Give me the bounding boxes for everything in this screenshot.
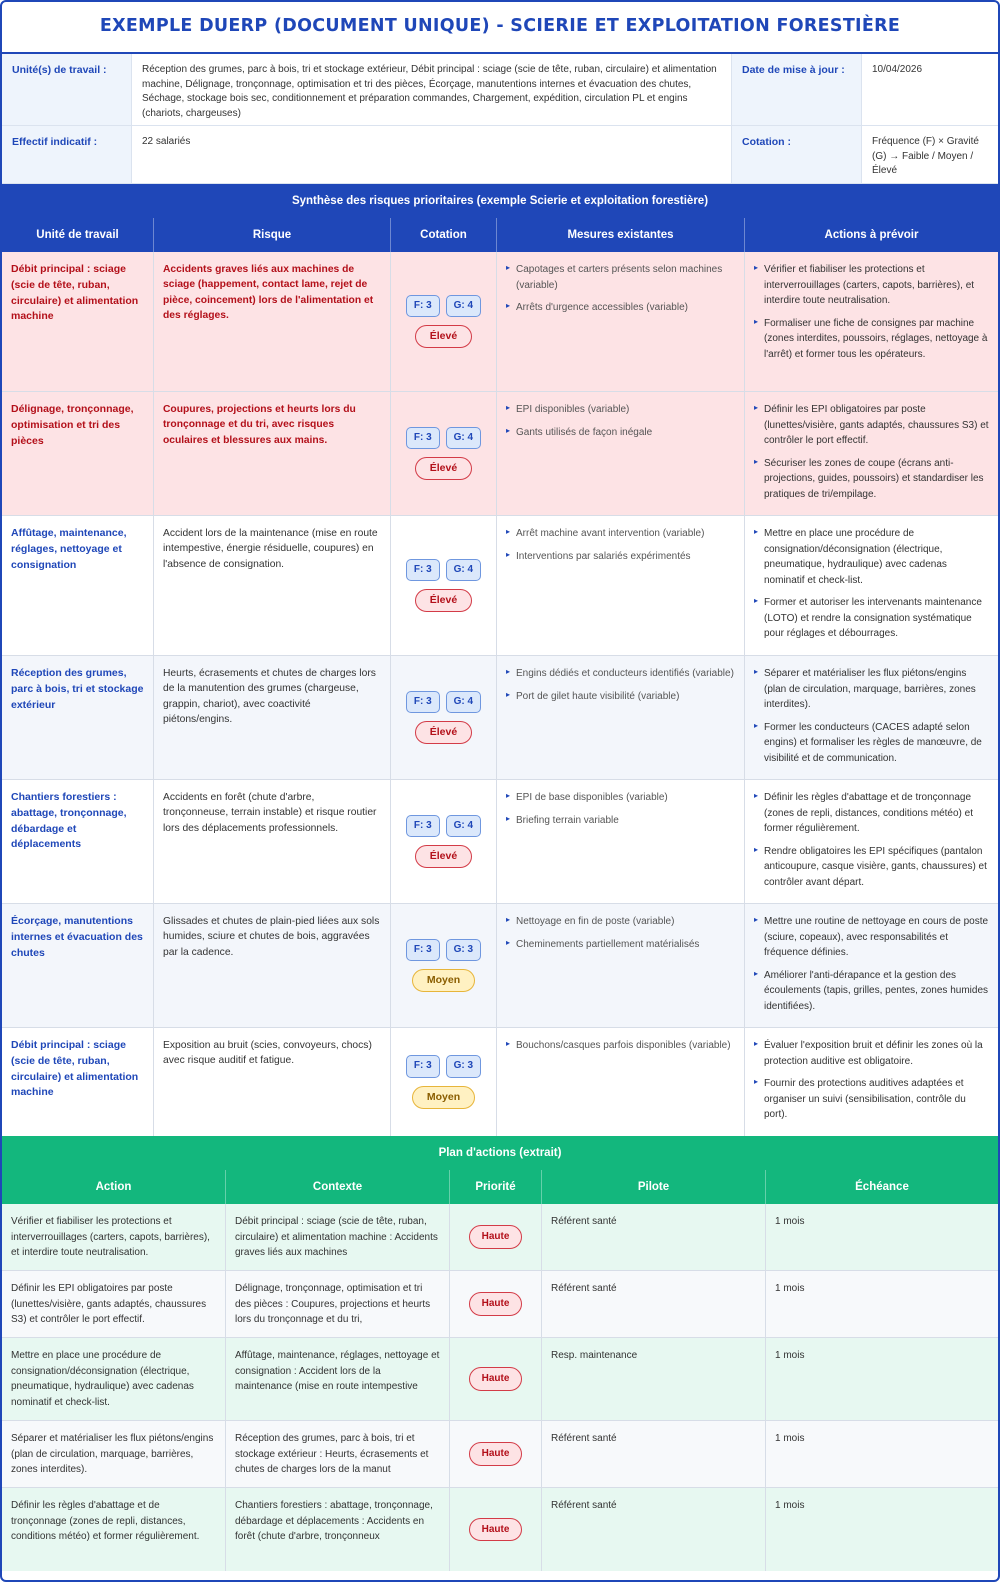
action-item: ▸ Mettre en place une procédure de consignation/déconsignation (électrique, pneumatique, hydraulique) avec cadenas nominatif et check-list. [754,526,989,588]
risk-description: Accidents graves liés aux machines de sciage (happement, contact lame, rejet de pièce, coincement) lors de l'alimentation et des réglages. [154,252,391,391]
priority-badge: Haute [469,1292,523,1316]
existing-measures [497,252,745,391]
plan-priority [450,1271,542,1337]
measure-item: ▸ Nettoyage en fin de poste (variable) [506,914,735,930]
risk-description: Accident lors de la maintenance (mise en route intempestive, énergie résiduelle, coupures) en l'absence de consignation. [154,516,391,655]
gravity-badge: G: 4 [446,427,481,450]
frequency-badge: F: 3 [406,815,440,838]
plan-action: Vérifier et fiabiliser les protections et interverrouillages (carters, capots, barrières), et interdire toute neutralisation. [2,1204,226,1270]
plan-due: 1 mois [775,1500,805,1511]
units-value: Réception des grumes, parc à bois, tri et stockage extérieur, Débit principal : sciage (scie de tête, ruban, circulaire) et alimentation machine, Délignage, tronçonnage, optimisation et tri des pièces, Écorçage, manutentions internes et évacuation des chutes, Séchage, stockage bois sec, conditionnement et préparation commandes, Chargement, expédition, circulation PL et engins (chariots, chargeuses) [132,54,732,126]
planned-actions [745,516,998,655]
document-title: EXEMPLE DUERP (DOCUMENT UNIQUE) - SCIERIE ET EXPLOITATION FORESTIÈRE [2,2,998,54]
frequency-badge: F: 3 [406,559,440,582]
gravity-badge: G: 4 [446,295,481,318]
existing-measures [497,1028,745,1136]
existing-measures [497,780,745,903]
header-measures: Mesures existantes [497,218,745,252]
risk-description: Heurts, écrasements et chutes de charges lors de la manutention des grumes (chargeuse, grappin, chariot), avec coactivité piétons/engins. [154,656,391,779]
plan-context: Affûtage, maintenance, réglages, nettoyage et consignation : Accident lors de la maintenance (mise en route intempestive [226,1338,450,1420]
plan-row [2,1421,998,1488]
risk-row [2,1028,998,1136]
measure-item: ▸ Arrêts d'urgence accessibles (variable) [506,300,735,316]
plan-pilot: Référent santé [542,1488,766,1571]
action-item: ▸ Formaliser une fiche de consignes par machine (zones interdites, poussoirs, réglages, nettoyage à l'arrêt) et former tous les opérateurs. [754,316,989,363]
existing-measures [497,516,745,655]
measure-item: ▸ EPI disponibles (variable) [506,402,735,418]
gravity-badge: G: 4 [446,691,481,714]
plan-context: Chantiers forestiers : abattage, tronçonnage, débardage et déplacements : Accidents en forêt (chute d'arbre, tronçonneux [226,1488,450,1571]
frequency-badge: F: 3 [406,1055,440,1078]
staff-label: Effectif indicatif : [2,126,132,183]
info-grid [2,54,998,184]
header-action: Action [2,1170,226,1204]
risk-unit: Délignage, tronçonnage, optimisation et tri des pièces [2,392,154,515]
action-item: ▸ Définir les EPI obligatoires par poste (lunettes/visière, gants adaptés, chaussures S3) et contrôler le port effectif. [754,402,989,449]
plan-row [2,1204,998,1271]
date-value: 10/04/2026 [862,54,998,126]
gravity-badge: G: 3 [446,1055,481,1078]
action-item: ▸ Définir les règles d'abattage et de tronçonnage (zones de repli, distances, conditions météo) et former régulièrement. [754,790,989,837]
measure-item: ▸ Cheminements partiellement matérialisés [506,937,735,953]
priority-badge: Haute [469,1225,523,1249]
plan-row [2,1338,998,1421]
plan-context: Délignage, tronçonnage, optimisation et tri des pièces : Coupures, projections et heurts lors du tronçonnage et du tri, [226,1271,450,1337]
date-label: Date de mise à jour : [732,54,862,126]
measure-item: ▸ EPI de base disponibles (variable) [506,790,735,806]
action-item: ▸ Sécuriser les zones de coupe (écrans anti-projections, guides, poussoirs) et standardiser les pratiques de tri/empilage. [754,456,989,503]
gravity-badge: G: 4 [446,815,481,838]
risk-description: Coupures, projections et heurts lors du tronçonnage et du tri, avec risques oculaires et blessures aux mains. [154,392,391,515]
header-pilot: Pilote [542,1170,766,1204]
plan-context: Réception des grumes, parc à bois, tri et stockage extérieur : Heurts, écrasements et chutes de charges lors de la manut [226,1421,450,1487]
risk-row [2,392,998,516]
cotation-label: Cotation : [732,126,862,183]
plan-priority [450,1421,542,1487]
level-badge: Moyen [412,1086,475,1109]
plan-action: Définir les EPI obligatoires par poste (lunettes/visière, gants adaptés, chaussures S3) et contrôler le port effectif. [2,1271,226,1337]
plan-due: 1 mois [775,1350,805,1361]
risk-unit: Affûtage, maintenance, réglages, nettoyage et consignation [2,516,154,655]
action-item: ▸ Évaluer l'exposition bruit et définir les zones où la protection auditive est obligatoire. [754,1038,989,1069]
synthesis-header [2,218,998,252]
header-context: Contexte [226,1170,450,1204]
plan-priority [450,1338,542,1420]
measure-item: ▸ Gants utilisés de façon inégale [506,425,735,441]
level-badge: Élevé [415,721,472,744]
header-risk: Risque [154,218,391,252]
header-actions: Actions à prévoir [824,228,919,241]
level-badge: Élevé [415,457,472,480]
action-item: ▸ Séparer et matérialiser les flux piétons/engins (plan de circulation, marquage, barrières, zones interdites). [754,666,989,713]
cotation-value: Fréquence (F) × Gravité (G) → Faible / Moyen / Élevé [872,136,979,176]
plan-due: 1 mois [775,1433,805,1444]
plan-priority [450,1488,542,1571]
units-label: Unité(s) de travail : [2,54,132,126]
header-due: Échéance [855,1180,909,1193]
action-item: ▸ Fournir des protections auditives adaptées et organiser un suivi (sensibilisation, contrôle du port). [754,1076,989,1123]
frequency-badge: F: 3 [406,295,440,318]
plan-pilot: Référent santé [542,1271,766,1337]
header-unit: Unité de travail [2,218,154,252]
frequency-badge: F: 3 [406,427,440,450]
planned-actions [745,656,998,779]
risk-row [2,516,998,656]
action-item: ▸ Former et autoriser les intervenants maintenance (LOTO) et rendre la consignation systématique pour réglages et débourrages. [754,595,989,642]
level-badge: Élevé [415,589,472,612]
plan-pilot: Référent santé [542,1204,766,1270]
action-item: ▸ Vérifier et fiabiliser les protections et interverrouillages (carters, capots, barrières), et interdire toute neutralisation. [754,262,989,309]
risk-unit: Réception des grumes, parc à bois, tri et stockage extérieur [2,656,154,779]
planned-actions [745,1028,998,1136]
risk-row [2,904,998,1028]
priority-badge: Haute [469,1442,523,1466]
existing-measures [497,656,745,779]
plan-row [2,1488,998,1571]
risk-cotation [391,1028,497,1136]
plan-action: Définir les règles d'abattage et de tronçonnage (zones de repli, distances, conditions météo) et former régulièrement. [2,1488,226,1571]
level-badge: Élevé [415,325,472,348]
measure-item: ▸ Interventions par salariés expérimentés [506,549,735,565]
risk-unit: Débit principal : sciage (scie de tête, ruban, circulaire) et alimentation machine [2,252,154,391]
measure-item: ▸ Bouchons/casques parfois disponibles (variable) [506,1038,735,1054]
synthesis-title: Synthèse des risques prioritaires (exemple Scierie et exploitation forestière) [2,184,998,218]
plan-pilot: Resp. maintenance [542,1338,766,1420]
planned-actions [745,252,998,391]
plan-context: Débit principal : sciage (scie de tête, ruban, circulaire) et alimentation machine : Accidents graves liés aux machines [226,1204,450,1270]
risk-cotation [391,252,497,391]
risk-cotation [391,392,497,515]
measure-item: ▸ Capotages et carters présents selon machines (variable) [506,262,735,293]
risk-description: Glissades et chutes de plain-pied liées aux sols humides, sciure et chutes de bois, aggravées par la cadence. [154,904,391,1027]
risk-description: Exposition au bruit (scies, convoyeurs, chocs) avec risque auditif et fatigue. [154,1028,391,1136]
planned-actions [745,392,998,515]
risk-row [2,252,998,392]
existing-measures [497,392,745,515]
gravity-badge: G: 3 [446,939,481,962]
header-cotation: Cotation [391,218,497,252]
plan-row [2,1271,998,1338]
gravity-badge: G: 4 [446,559,481,582]
frequency-badge: F: 3 [406,939,440,962]
measure-item: ▸ Port de gilet haute visibilité (variable) [506,689,735,705]
plan-due: 1 mois [775,1283,805,1294]
priority-badge: Haute [469,1367,523,1391]
risk-description: Accidents en forêt (chute d'arbre, tronçonneuse, terrain instable) et risque routier lors des déplacements professionnels. [154,780,391,903]
header-priority: Priorité [450,1170,542,1204]
measure-item: ▸ Engins dédiés et conducteurs identifiés (variable) [506,666,735,682]
risk-unit: Débit principal : sciage (scie de tête, ruban, circulaire) et alimentation machine [2,1028,154,1136]
level-badge: Moyen [412,969,475,992]
action-item: ▸ Former les conducteurs (CACES adapté selon engins) et formaliser les règles de manœuvre, de visibilité et de communication. [754,720,989,767]
plan-priority [450,1204,542,1270]
action-item: ▸ Améliorer l'anti-dérapance et la gestion des écoulements (tapis, grilles, pentes, zones humides identifiées). [754,968,989,1015]
risk-cotation [391,780,497,903]
measure-item: ▸ Briefing terrain variable [506,813,735,829]
staff-value: 22 salariés [132,126,732,183]
action-item: ▸ Mettre une routine de nettoyage en cours de poste (sciure, copeaux), avec responsabilités et fréquence définies. [754,914,989,961]
action-plan-header [2,1170,998,1204]
risk-unit: Chantiers forestiers : abattage, tronçonnage, débardage et déplacements [2,780,154,903]
risk-cotation [391,656,497,779]
measure-item: ▸ Arrêt machine avant intervention (variable) [506,526,735,542]
frequency-badge: F: 3 [406,691,440,714]
planned-actions [745,780,998,903]
priority-badge: Haute [469,1518,523,1542]
plan-action: Mettre en place une procédure de consignation/déconsignation (électrique, pneumatique, hydraulique) avec cadenas nominatif et check-list. [2,1338,226,1420]
plan-due: 1 mois [775,1216,805,1227]
plan-pilot: Référent santé [542,1421,766,1487]
risk-unit: Écorçage, manutentions internes et évacuation des chutes [2,904,154,1027]
risk-cotation [391,516,497,655]
plan-action: Séparer et matérialiser les flux piétons/engins (plan de circulation, marquage, barrières, zones interdites). [2,1421,226,1487]
level-badge: Élevé [415,845,472,868]
action-item: ▸ Rendre obligatoires les EPI spécifiques (pantalon anticoupure, casque visière, gants, chaussures) et contrôler avant départ. [754,844,989,891]
risk-row [2,780,998,904]
risk-row [2,656,998,780]
risk-cotation [391,904,497,1027]
existing-measures [497,904,745,1027]
planned-actions [745,904,998,1027]
action-plan-title: Plan d'actions (extrait) [2,1136,998,1170]
